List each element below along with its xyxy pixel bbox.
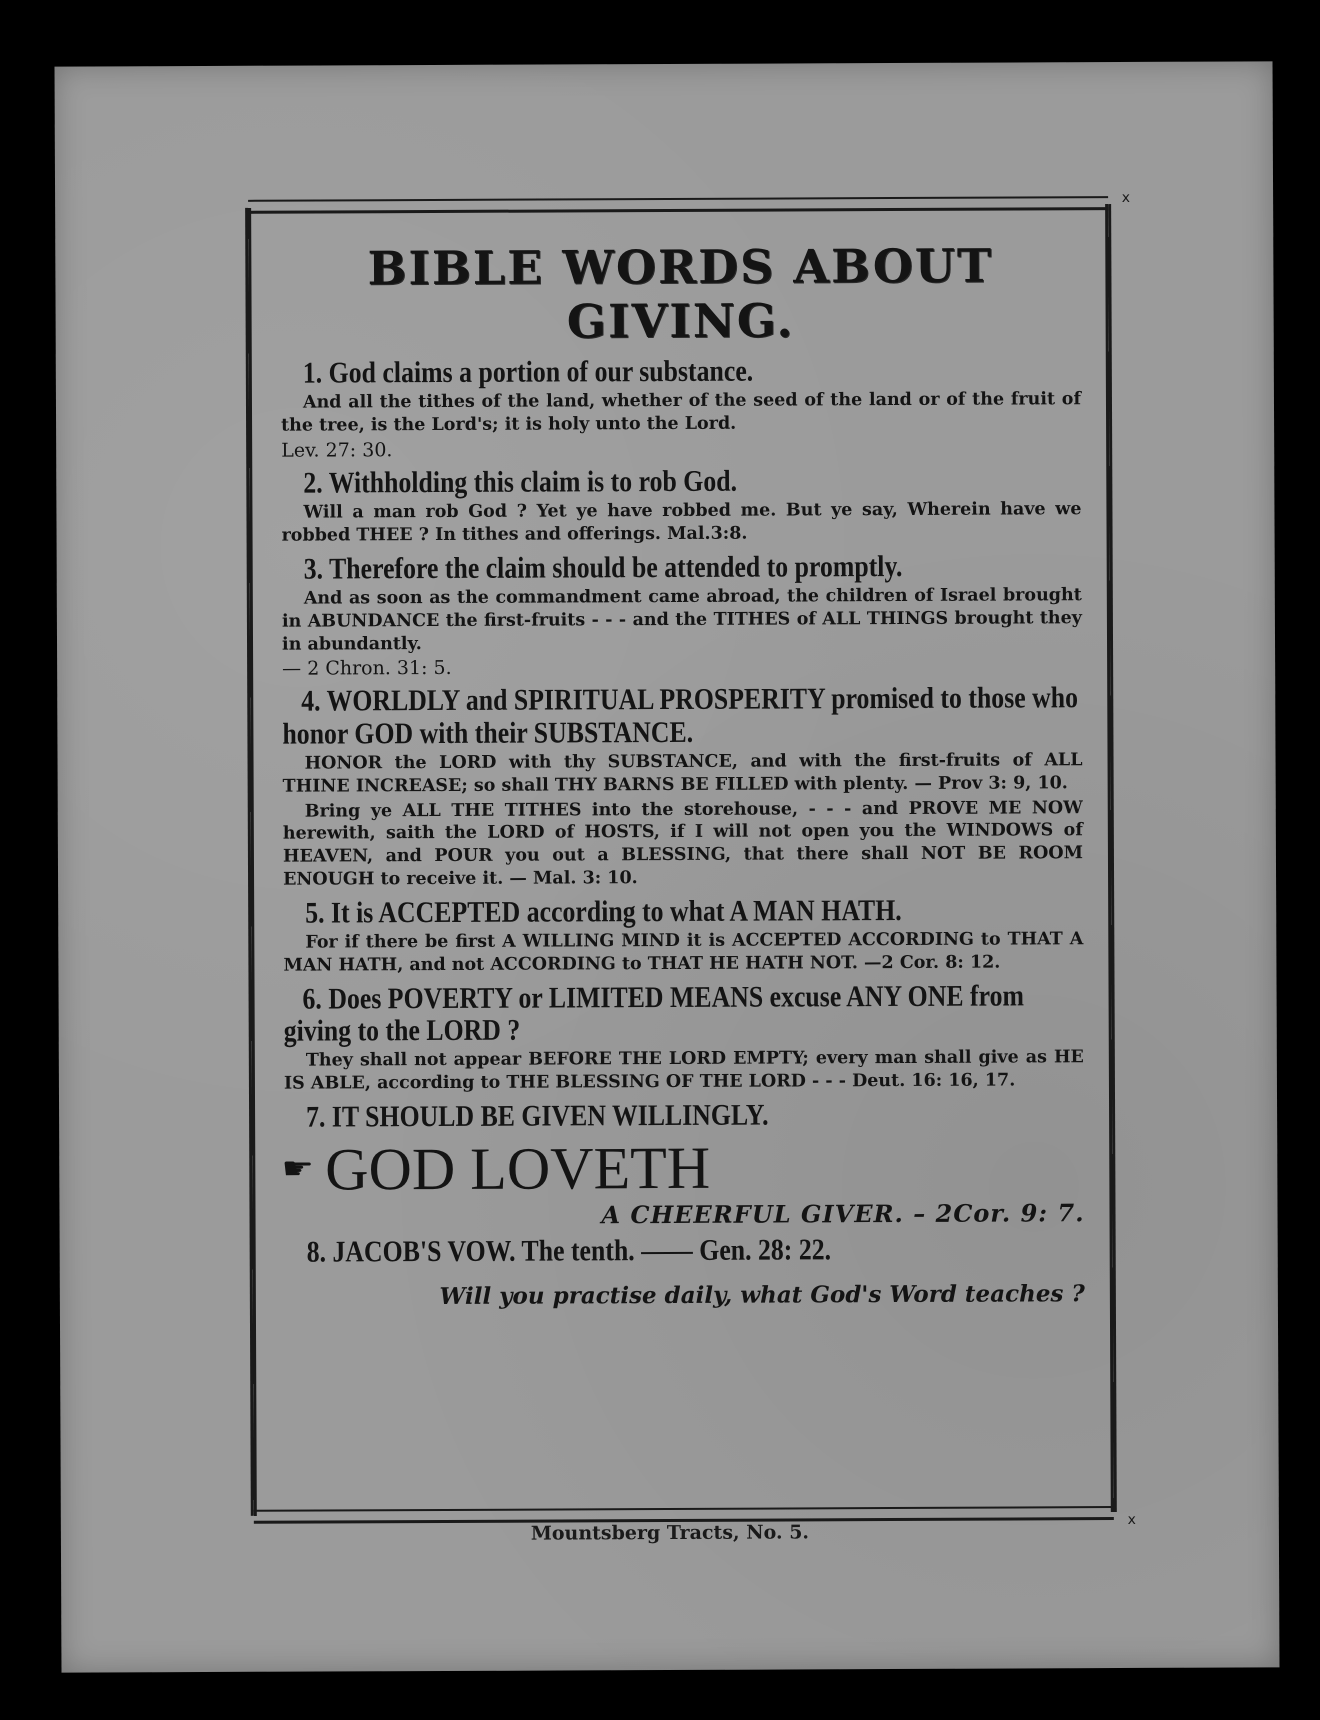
pointing-hand-icon: ☛: [281, 1152, 314, 1186]
verse-text: Bring ye ALL THE TITHES into the storehouse, - - - and PROVE ME NOW herewith, saith the LORD of HOSTS, if I will not open you the WINDOWS of HEAVEN, and POUR you out a BLESSING, that there shall NOT BE ROOM ENOUGH to receive it. — Mal. 3: 10.: [282, 797, 1083, 890]
border-frame: [245, 189, 1136, 1528]
top-rule: [248, 196, 1108, 214]
closing-question: Will you practise daily, what God's Word teaches ?: [439, 1279, 1085, 1310]
tract-content: [280, 238, 1085, 1310]
corner-mark-top: x: [1121, 189, 1131, 207]
section-heading: 6. Does POVERTY or LIMITED MEANS excuse ANY ONE from giving to the LORD ?: [283, 979, 1025, 1048]
section-4: [282, 683, 1083, 892]
verse-reference: Lev. 27: 30.: [281, 439, 393, 462]
verse-text: And as soon as the commandment came abroad, the children of Israel brought in ABUNDANCE the first-fruits - - - and the TITHES of ALL THINGS brought they in abundantly.: [281, 585, 1082, 655]
section-8-heading: 8. JACOB'S VOW. The tenth. —— Gen. 28: 22.: [306, 1233, 832, 1269]
god-loveth-text: GOD LOVETH: [325, 1135, 711, 1203]
section-1: [281, 354, 1081, 461]
verse-text: Will a man rob God ? Yet ye have robbed me. But ye say, Wherein have we robbed THEE ? In tithes and offerings. Mal.3:8.: [281, 499, 1082, 546]
section-7: [281, 1098, 1085, 1231]
verse-reference: — 2 Chron. 31: 5.: [282, 657, 452, 681]
verse-text: And all the tithes of the land, whether of the seed of the land or of the fruit of the tree, is the Lord's; it is holy unto the Lord.: [281, 389, 1082, 436]
cheerful-giver-text: A CHEERFUL GIVER. – 2Cor. 9: 7.: [601, 1198, 1085, 1230]
verse-text: For if there be first A WILLING MIND it is ACCEPTED ACCORDING to THAT A MAN HATH, and not ACCORDING to THAT HE HATH NOT. —2 Cor. 8: 12.: [283, 929, 1084, 976]
verse-text: HONOR the LORD with thy SUBSTANCE, and with the first-fruits of ALL THINE INCREASE; so shall THY BARNS BE FILLED with plenty. — Prov 3: 9, 10.: [282, 750, 1083, 797]
section-heading: 7. IT SHOULD BE GIVEN WILLINGLY.: [306, 1098, 769, 1134]
section-6: [284, 980, 1084, 1096]
section-5: [283, 894, 1083, 977]
section-heading: 2. Withholding this claim is to rob God.: [303, 464, 738, 500]
section-heading: 4. WORLDLY and SPIRITUAL PROSPERITY promised to those who honor GOD with their SUBSTANCE.: [282, 681, 1079, 751]
verse-text: They shall not appear BEFORE THE LORD EMPTY; every man shall give as HE IS ABLE, according to THE BLESSING OF THE LORD - - - Deut. 16: 16, 17.: [283, 1047, 1084, 1094]
page-title: BIBLE WORDS ABOUT GIVING.: [367, 238, 994, 349]
corner-mark-bottom: x: [1127, 1511, 1136, 1528]
god-loveth-banner: [281, 1135, 1084, 1203]
section-heading: 5. It is ACCEPTED according to what A MAN HATH.: [305, 893, 902, 930]
section-heading: 3. Therefore the claim should be attended to promptly.: [303, 549, 903, 586]
section-3: [282, 550, 1083, 680]
footer-imprint: Mountsberg Tracts, No. 5.: [530, 1521, 810, 1545]
section-heading: 1. God claims a portion of our substance.: [302, 354, 754, 390]
section-2: [281, 464, 1081, 547]
tract-page: [55, 61, 1280, 1672]
